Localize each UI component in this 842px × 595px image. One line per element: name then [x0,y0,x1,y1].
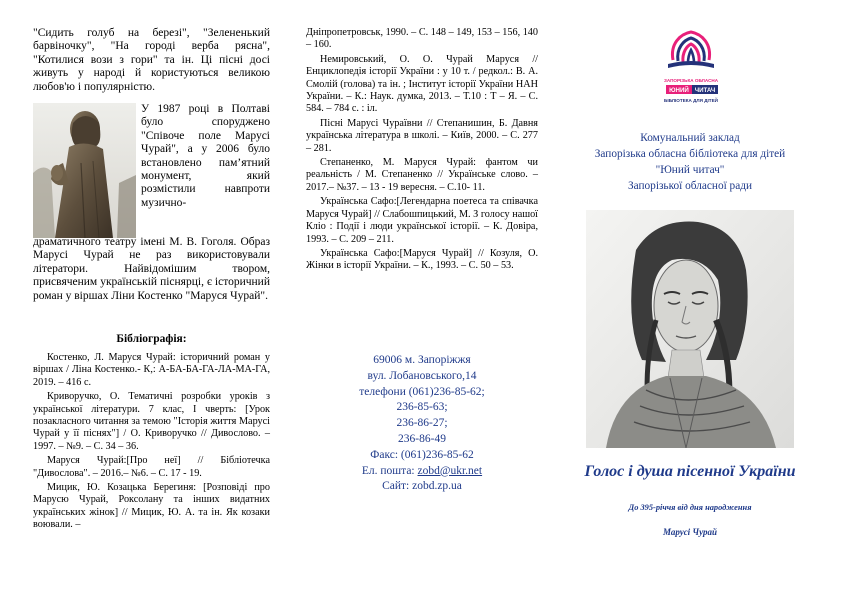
logo-word2: ЧИТАЧ [694,87,716,94]
email-label: Ел. пошта: [361,464,415,477]
bibliography-entry: Костенко, Л. Маруся Чурай: історичний роман у віршах / Ліна Костенко.- К,: А-БА-БА-ГА-ЛА-МА-ГА, 2019. – 416 с. [33,352,270,388]
contact-block [306,353,538,495]
phone-line: 236-86-27; [396,417,448,430]
address-street: вул. Лобановського,14 [367,369,477,382]
bibliography-list-part2 [306,27,538,275]
honoree-name: Марусі Чурай [662,527,718,537]
organization-block [570,130,810,194]
bibliography-entry: Криворучко, О. Тематичні розробки уроків з української літератури. 7 клас, І чверть: [Урок позакласного читання за темою "Історія життя Марусі Чурай у її піснях"] / О. Криворучко // Дивослово. – 1997. – №9. – С. 34 – 36. [33,391,270,452]
bibliography-entry: Маруся Чурай:[Про неї] // Бібліотечка "Дивослова". – 2016.– №6. – С. 17 - 19. [33,455,270,479]
monument-paragraph: У 1987 році в Полтаві було споруджено "Співоче поле Марусі Чурай", а у 2006 було встановлено пам’ятний монумент, який розмістили навпроти музично- [141,103,270,209]
org-line: "Юний читач" [655,164,725,176]
email-line [306,464,538,480]
website-line[interactable]: Сайт: zobd.zp.ua [382,480,462,493]
logo-word1: ЮНИЙ [669,87,689,94]
bibliography-entry: Пісні Марусі Чураївни // Степанишин, Б. Давня українська література в школі. – Київ, 2000. – С. 277 – 281. [306,117,538,154]
email-link[interactable]: zobd@ukr.net [417,464,483,477]
bibliography-heading: Бібліографія: [116,333,187,345]
address-city: 69006 м. Запоріжжя [373,354,471,366]
library-logo [660,26,722,118]
logo-line1: ЗАПОРІЗЬКА ОБЛАСНА [663,78,719,83]
bibliography-entry: Мицик, Ю. Козацька Берегиня: [Розповіді про Марусю Чурай, Роксолану та інших видатних українських жінок] // Мицик, Ю. А. та ін. Як козаки воювали. – [33,482,270,531]
monument-photo [33,103,136,238]
brochure-title: Голос і душа пісенної України [584,463,796,480]
brochure-subtitle: До 395-річчя від дня народження [628,503,752,512]
org-line: Запорізької обласної ради [627,180,753,192]
logo-line3: БІБЛІОТЕКА ДЛЯ ДІТЕЙ [664,98,718,103]
bibliography-entry-continuation: Дніпропетровськ, 1990. – С. 148 – 149, 153 – 156, 140 – 160. [306,27,538,51]
bibliography-entry: Українська Сафо:[Легендарна поетеса та співачка Маруся Чурай] // Слабошпицький, М. З голосу нашої Кліо : Події і люди української історії. – К. Довіра, 1993. – С. 209 – 211. [306,196,538,245]
bibliography-entry: Степаненко, М. Маруся Чурай: фантом чи реальність / М. Степаненко // Українське слово. – 2017.– №37. – 13 - 19 вересня. – С.10- 11. [306,157,538,193]
org-line: Комунальний заклад [640,132,740,144]
phone-line: 236-86-49 [398,432,446,445]
bibliography-list-part1 [33,352,270,534]
org-line: Запорізька обласна бібліотека для дітей [594,148,786,160]
bibliography-entry: Українська Сафо:[Маруся Чурай] // Козуля, О. Жінки в історії України. – К., 1993. – С. 50 – 53. [306,247,538,272]
phone-line: телефони (061)236-85-62; [359,385,485,398]
bibliography-entry: Немировський, О. О. Чурай Маруся // Енциклопедія історії України : у 10 т. / редкол.: В. А. Смолій (голова) та ін. ; Інститут історії України НАН України. – К.: Наук. думка, 2013. – Т.10 : Т – Я. – С. 584. – 784 с. : іл. [306,53,538,115]
intro-paragraph: "Сидить голуб на березі", "Зелененький барвіночку", "На городі верба рясна", "Котилися вози з гори" та ін. Ці пісні досі живуть у народі й користуються великою любов'ю і популярністю. [33,27,270,93]
fax-line: Факс: (061)236-85-62 [370,448,474,461]
phone-line: 236-85-63; [396,401,448,414]
literature-paragraph: драматичного театру імені М. В. Гоголя. Образ Марусі Чурай не раз використовували літератори. Найвідомішим твором, присвяченим українській піснярці, є історичний роман у віршах Ліни Костенко "Маруся Чурай". [33,236,270,302]
portrait-drawing [586,210,794,448]
